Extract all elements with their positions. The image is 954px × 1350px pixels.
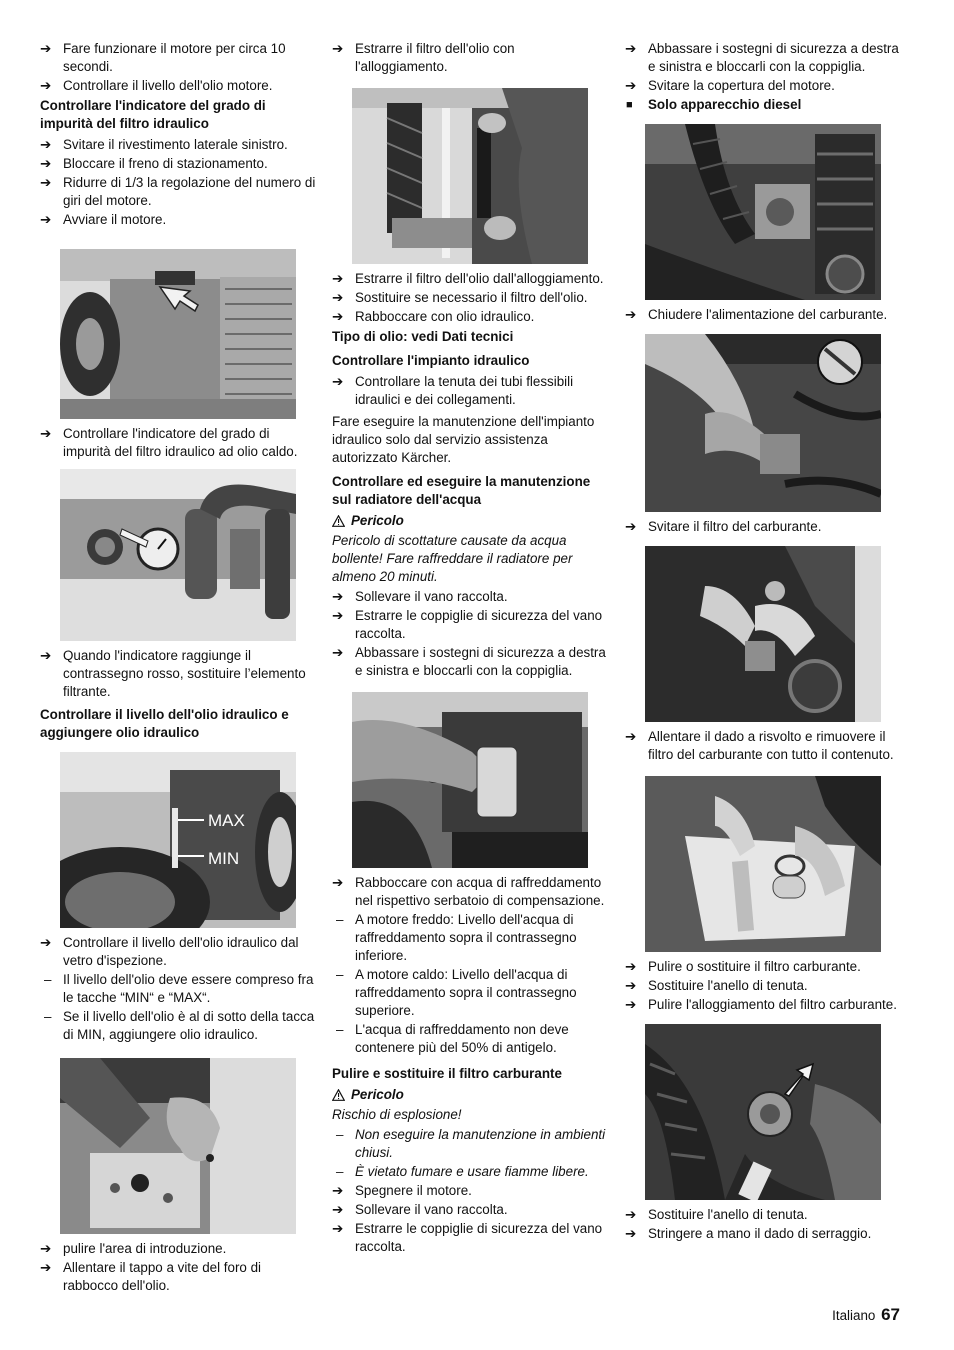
photo-filter-gauge [60,469,318,641]
step-replace-element: ➔ Quando l'indicatore raggiunge il contrassegno rosso, sostituire l’elemento filtrante. [40,648,306,699]
arrow-right-icon: ➔ [40,1241,52,1256]
arrow-right-icon: ➔ [40,78,52,93]
arrow-right-icon: ➔ [40,212,52,227]
photo-remove-filter [352,88,610,264]
step-tighten-nut: ➔ Stringere a mano il dado di serraggio. [625,1226,872,1241]
page-footer [832,1306,900,1325]
step-lower-supports-2: ➔ Abbassare i sostegni di sicurezza a destra e sinistra e bloccarli con la coppiglia. [625,41,899,74]
step-top-up-coolant: ➔ Rabboccare con acqua di raffreddamento nel rispettivo serbatoio di compensazione. [332,875,605,908]
warning-explosion-text: Rischio di esplosione! [332,1107,462,1122]
arrow-right-icon: ➔ [625,1226,637,1241]
photo-clean-filter [645,776,905,952]
arrow-right-icon: ➔ [625,729,637,744]
step-check-engine-oil: ➔ Controllare il livello dell'olio motore. [40,78,273,93]
step-unscrew-panel: ➔ Svitare il rivestimento laterale sinistro. [40,137,288,152]
step-check-hoses: ➔ Controllare la tenuta dei tubi flessibili idraulici e dei collegamenti. [332,374,574,407]
photo-side-panel [60,249,318,419]
step-remove-pins: ➔ Estrarre le coppiglie di sicurezza del vano raccolta. [332,608,603,641]
step-remove-filter-housing: ➔ Estrarre il filtro dell'olio con l'alloggiamento. [332,41,515,74]
warning-icon [332,515,345,527]
step-start-engine: ➔ Avviare il motore. [40,212,167,227]
step-unscrew-fuel-filter: ➔ Svitare il filtro del carburante. [625,519,822,534]
column-left [40,40,318,1296]
arrow-right-icon: ➔ [625,1207,637,1222]
step-raise-container: ➔ Sollevare il vano raccolta. [332,589,508,604]
arrow-right-icon: ➔ [625,978,637,993]
step-remove-filter: ➔ Estrarre il filtro dell'olio dall'alloggiamento. [332,271,604,286]
note-cold-engine: – A motore freddo: Livello dell'acqua di raffreddamento sopra il contrassegno inferiore. [336,912,577,963]
arrow-right-icon: ➔ [332,290,344,305]
arrow-right-icon: ➔ [625,307,637,322]
warning-icon [332,1089,345,1101]
dash-bullet: – [44,972,52,987]
arrow-right-icon: ➔ [332,608,344,623]
step-parking-brake: ➔ Bloccare il freno di stazionamento. [40,156,268,171]
arrow-right-icon: ➔ [625,997,637,1012]
page-number: 67 [881,1305,900,1324]
arrow-right-icon: ➔ [332,271,344,286]
arrow-right-icon: ➔ [625,959,637,974]
heading-fuel-filter: Pulire e sostituire il filtro carburante [332,1066,562,1081]
warning-radiator-text: Pericolo di scottature causate da acqua bollente! Fare raffreddare il radiatore per almeno 20 minuti. [332,533,573,584]
dash-bullet: – [336,1022,344,1037]
dash-bullet: – [336,967,344,982]
arrow-right-icon: ➔ [625,41,637,56]
dash-bullet: – [336,1127,344,1142]
heading-oil-level: Controllare il livello dell'olio idraulico e aggiungere olio idraulico [40,707,289,740]
arrow-right-icon: ➔ [332,1183,344,1198]
photo-coolant-refill [352,692,610,868]
dash-bullet: – [336,912,344,927]
square-bullet-icon: ■ [626,99,633,111]
step-clean-area: ➔ pulire l'area di introduzione. [40,1241,227,1256]
step-raise-container-2: ➔ Sollevare il vano raccolta. [332,1202,508,1217]
dash-bullet: – [44,1009,52,1024]
arrow-right-icon: ➔ [332,41,344,56]
arrow-right-icon: ➔ [332,1221,344,1236]
arrow-right-icon: ➔ [332,309,344,324]
arrow-right-icon: ➔ [40,175,52,190]
step-replace-seal: ➔ Sostituire l'anello di tenuta. [625,978,808,993]
note-level-range: – Il livello dell'olio deve essere compreso fra le tacche “MIN“ e “MAX“. [44,972,314,1005]
note-hot-engine: – A motore caldo: Livello dell'acqua di raffreddamento sopra il contrassegno superiore. [336,967,577,1018]
step-stop-engine: ➔ Spegnere il motore. [332,1183,472,1198]
heading-hydraulic-system: Controllare l'impianto idraulico [332,353,530,368]
column-middle [332,40,610,1257]
step-replace-seal-2: ➔ Sostituire l'anello di tenuta. [625,1207,808,1222]
arrow-right-icon: ➔ [40,1260,52,1275]
arrow-right-icon: ➔ [332,875,344,890]
step-remove-pins-2: ➔ Estrarre le coppiglie di sicurezza del vano raccolta. [332,1221,603,1254]
note-no-smoking: – È vietato fumare e usare fiamme libere. [336,1164,589,1179]
arrow-right-icon: ➔ [625,78,637,93]
step-reduce-rpm: ➔ Ridurre di 1/3 la regolazione del numero di giri del motore. [40,175,316,208]
arrow-right-icon: ➔ [40,137,52,152]
step-top-up-oil: ➔ Rabboccare con olio idraulico. [332,309,535,324]
dash-bullet: – [336,1164,344,1179]
note-antifreeze: – L'acqua di raffreddamento non deve contenere più del 50% di antigelo. [336,1022,569,1055]
photo-oil-level-glass [60,752,318,928]
heading-filter-indicator: Controllare l'indicatore del grado di impurità del filtro idraulico [40,98,266,131]
arrow-right-icon: ➔ [332,374,344,389]
step-loosen-cap: ➔ Allentare il tappo a vite del foro di rabbocco dell'olio. [40,1260,262,1293]
step-check-indicator-hot: ➔ Controllare l'indicatore del grado di impurità del filtro idraulico ad olio caldo. [40,426,298,459]
diesel-only-note: ■ Solo apparecchio diesel [626,97,802,112]
step-clean-housing: ➔ Pulire l'alloggiamento del filtro carburante. [625,997,897,1012]
note-below-min: – Se il livello dell'olio è al di sotto della tacca di MIN, aggiungere olio idraulico. [44,1009,315,1042]
step-close-fuel: ➔ Chiudere l'alimentazione del carburante. [625,307,888,322]
column-right [625,40,905,1244]
max-label: MAX [208,811,245,830]
note-no-closed-rooms: – Non eseguire la manutenzione in ambienti chiusi. [336,1127,606,1160]
arrow-right-icon: ➔ [332,645,344,660]
photo-diesel-engine [645,124,905,300]
step-check-sight-glass: ➔ Controllare il livello dell'olio idraulico dal vetro d'ispezione. [40,935,299,968]
para-service-note: Fare eseguire la manutenzione dell'impianto idraulico solo dal servizio assistenza autorizzato Kärcher. [332,414,595,465]
photo-unscrew-fuel-filter [645,334,905,512]
photo-replace-seal [645,1024,905,1200]
photo-filler-cap [60,1058,318,1234]
arrow-right-icon: ➔ [40,41,52,56]
step-run-engine: ➔ Fare funzionare il motore per circa 10 secondi. [40,41,286,74]
step-lower-supports: ➔ Abbassare i sostegni di sicurezza a destra e sinistra e bloccarli con la coppiglia. [332,645,606,678]
step-remove-fuel-filter: ➔ Allentare il dado a risvolto e rimuovere il filtro del carburante con tutto il contenuto. [625,729,894,762]
heading-radiator: Controllare ed eseguire la manutenzione sul radiatore dell'acqua [332,474,591,507]
arrow-right-icon: ➔ [625,519,637,534]
warning-explosion: Pericolo [332,1086,610,1104]
arrow-right-icon: ➔ [40,648,52,663]
arrow-right-icon: ➔ [332,589,344,604]
arrow-right-icon: ➔ [40,935,52,950]
step-unscrew-engine-cover: ➔ Svitare la copertura del motore. [625,78,835,93]
min-label: MIN [208,849,240,868]
footer-language: Italiano [832,1308,876,1323]
photo-loosen-nut [645,546,905,722]
heading-oil-type: Tipo di olio: vedi Dati tecnici [332,329,514,344]
arrow-right-icon: ➔ [40,426,52,441]
warning-radiator: Pericolo [332,512,610,530]
step-clean-replace-filter: ➔ Pulire o sostituire il filtro carburante. [625,959,861,974]
step-replace-filter: ➔ Sostituire se necessario il filtro dell'olio. [332,290,588,305]
arrow-right-icon: ➔ [40,156,52,171]
arrow-right-icon: ➔ [332,1202,344,1217]
